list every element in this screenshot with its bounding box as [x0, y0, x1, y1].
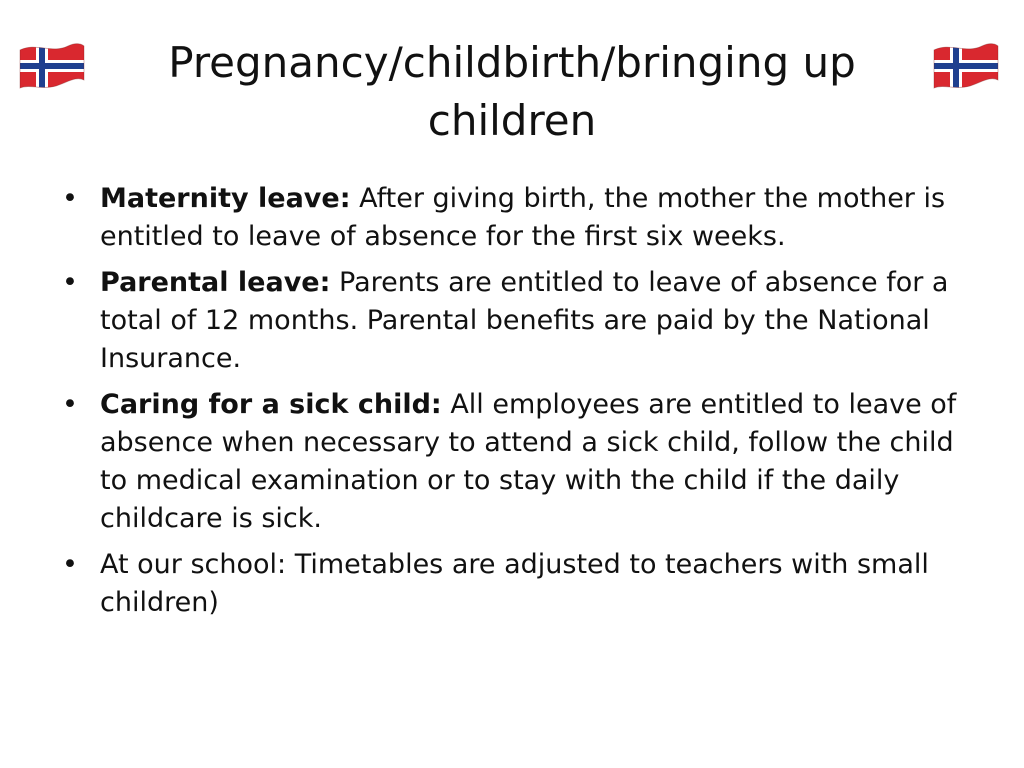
- norway-flag-icon: [18, 40, 86, 92]
- bullet-icon: •: [62, 389, 78, 420]
- bullet-item-our-school: [60, 546, 970, 622]
- bullet-text: At our school: Timetables are adjusted to teachers with small children): [100, 549, 929, 618]
- bullet-text: All employees are entitled to leave of absence when necessary to attend a sick child, follow the child to medical examination or to stay with the child if the daily childcare is sick.: [100, 389, 957, 534]
- bullet-icon: •: [62, 183, 78, 214]
- bullet-item-sick-child: [60, 386, 970, 538]
- bullet-label: Parental leave:: [100, 267, 331, 298]
- bullet-icon: •: [62, 267, 78, 298]
- bullet-label: Maternity leave:: [100, 183, 351, 214]
- bullet-text: Parents are entitled to leave of absence for a total of 12 months. Parental benefits are paid by the National Insurance.: [100, 267, 949, 374]
- norway-flag-icon: [932, 40, 1000, 92]
- bullet-item-maternity-leave: [60, 180, 970, 256]
- bullet-icon: •: [62, 549, 78, 580]
- bullet-label: Caring for a sick child:: [100, 389, 442, 420]
- bullet-item-parental-leave: [60, 264, 970, 378]
- page-title: Pregnancy/childbirth/bringing up children: [168, 38, 856, 145]
- bullet-text: After giving birth, the mother the mother is entitled to leave of absence for the first six weeks.: [100, 183, 946, 252]
- bullet-list: [60, 180, 970, 630]
